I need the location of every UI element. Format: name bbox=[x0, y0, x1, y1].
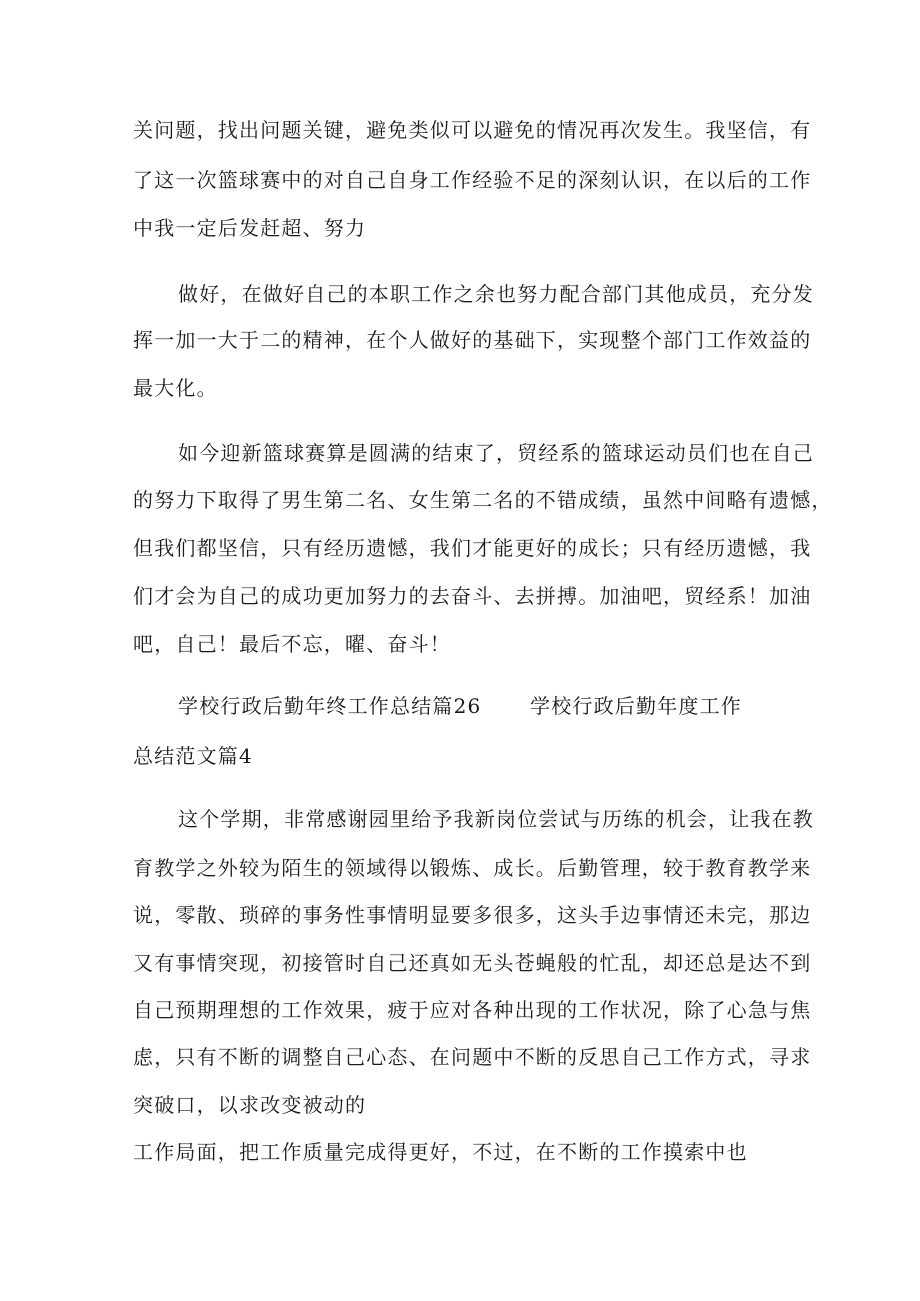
text-line: 关问题，找出问题关键，避免类似可以避免的情况再次发生。我坚信，有 bbox=[133, 118, 812, 142]
text-line: 做好，在做好自己的本职工作之余也努力配合部门其他成员，充分发 bbox=[178, 282, 814, 306]
text-line: 如今迎新篮球赛算是圆满的结束了，贸经系的篮球运动员们也在自己 bbox=[178, 441, 814, 465]
text-line: 又有事情突现，初接管时自己还真如无头苍蝇般的忙乱，却还总是达不到 bbox=[133, 951, 812, 975]
text-line: 们才会为自己的成功更加努力的去奋斗、去拼搏。加油吧，贸经系！加油 bbox=[133, 584, 812, 608]
text-line: 说，零散、琐碎的事务性事情明显要多很多，这头手边事情还未完，那边 bbox=[133, 903, 812, 927]
section-heading-line2: 总结范文篇4 bbox=[133, 744, 253, 768]
text-line: 这个学期，非常感谢园里给予我新岗位尝试与历练的机会，让我在教 bbox=[178, 807, 814, 831]
text-line: 自己预期理想的工作效果，疲于应对各种出现的工作状况，除了心急与焦 bbox=[133, 998, 812, 1022]
text-line: 育教学之外较为陌生的领域得以锻炼、成长。后勤管理，较于教育教学来 bbox=[133, 856, 812, 880]
text-line: 最大化。 bbox=[133, 376, 218, 400]
text-line: 虑，只有不断的调整自己心态、在问题中不断的反思自己工作方式，寻求 bbox=[133, 1045, 812, 1069]
text-line: 突破口，以求改变被动的 bbox=[133, 1093, 367, 1117]
text-line: 的努力下取得了男生第二名、女生第二名的不错成绩，虽然中间略有遗憾， bbox=[133, 488, 833, 512]
section-heading-part1: 学校行政后勤年终工作总结篇26 bbox=[178, 694, 482, 718]
text-line: 吧，自己！最后不忘，曜、奋斗！ bbox=[133, 632, 451, 656]
text-line: 工作局面，把工作质量完成得更好，不过，在不断的工作摸索中也 bbox=[133, 1140, 748, 1164]
section-heading-part2: 学校行政后勤年度工作 bbox=[530, 694, 742, 718]
text-line: 中我一定后发赶超、努力 bbox=[133, 216, 367, 240]
text-line: 了这一次篮球赛中的对自己自身工作经验不足的深刻认识，在以后的工作 bbox=[133, 168, 812, 192]
text-line: 但我们都坚信，只有经历遗憾，我们才能更好的成长；只有经历遗憾，我 bbox=[133, 536, 812, 560]
text-line: 挥一加一大于二的精神，在个人做好的基础下，实现整个部门工作效益的 bbox=[133, 328, 812, 352]
